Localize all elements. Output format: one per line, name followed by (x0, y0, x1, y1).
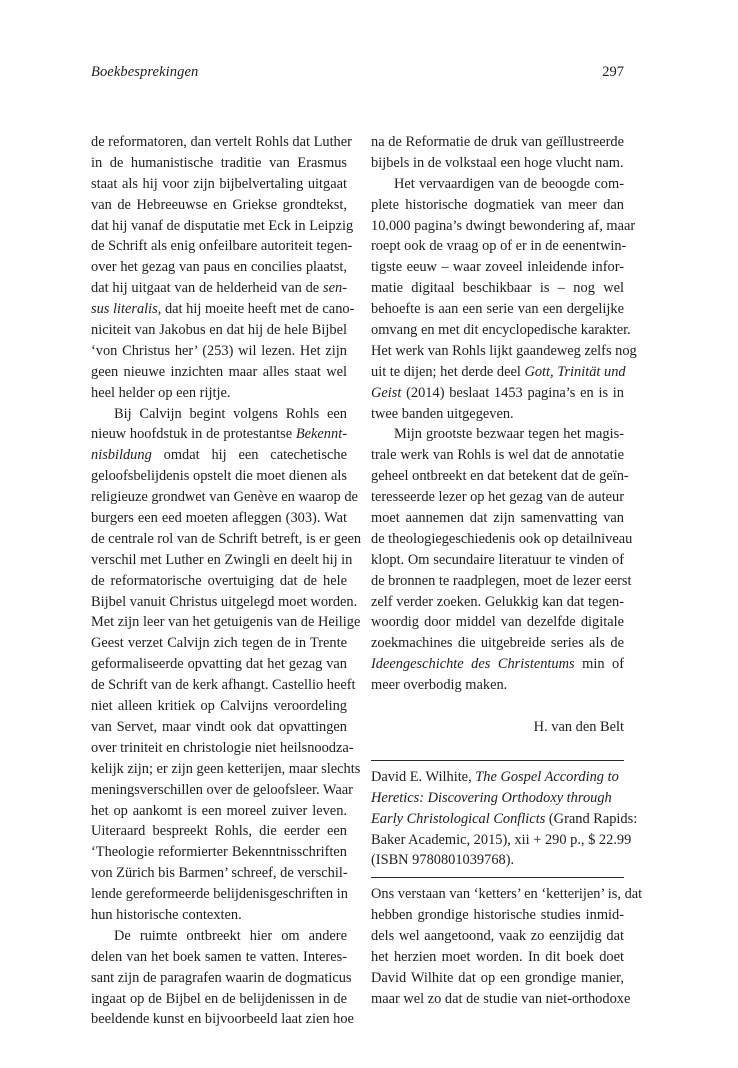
text-line: teresseerde lezer op het gezag van de auteur (371, 489, 624, 506)
italic-text: Early Christological Conflicts (371, 810, 546, 827)
text-line: de reformatorische overtuiging dat de hele (91, 572, 347, 589)
text-line: klopt. Om secundaire literatuur te vinden of (371, 551, 624, 568)
text-line: ingaat op de Bijbel en de belijdenissen in de (91, 990, 347, 1007)
text-line: geloofsbelijdenis opstelt die moet dienen als (91, 468, 347, 485)
text-line: delen van het boek samen te vatten. Interes- (91, 948, 347, 965)
text-line: woordig door middel van dezelfde digitale (371, 614, 624, 631)
text-line: De ruimte ontbreekt hier om andere (114, 927, 347, 944)
text-line: heel helder op een rijtje. (91, 384, 231, 401)
text-line: dat hij vanaf de disputatie met Eck in Leipzig (91, 217, 354, 234)
text-line: Het werk van Rohls lijkt gaandeweg zelfs nog (371, 342, 637, 359)
text-line: moet aannemen dat zijn samenvatting van (371, 510, 624, 527)
text-line: Het vervaardigen van de beoogde com- (394, 175, 624, 192)
italic-text: Bekennt- (295, 426, 347, 443)
text-line: niciteit van Jakobus en dat hij de hele Bijbel (91, 322, 347, 339)
text-run: omdat hij een catechetische (151, 447, 347, 464)
text-run: min of (574, 656, 624, 673)
text-line (91, 278, 347, 299)
running-header-title: Boekbesprekingen (91, 64, 199, 80)
text-line: kelijk zijn; er zijn geen ketterijen, maar slechts (91, 760, 361, 777)
text-run: uit te dijen; het derde deel (371, 363, 525, 380)
text-line: hun historische contexten. (91, 906, 242, 923)
text-line: behoefte is aan een serie van een dergelijke (371, 301, 624, 318)
text-run: Bij Calvijn begint volgens Rohls een (114, 405, 347, 422)
text-line: beeldende kunst en bijvoorbeeld laat zien hoe (91, 1011, 354, 1028)
text-line: Bijbel vanuit Christus uitgelegd moet worden. (91, 593, 358, 610)
italic-text: nisbildung (91, 447, 152, 464)
citation-line: Baker Academic, 2015), xii + 290 p., $ 22.99 (371, 831, 632, 848)
italic-text: sus literalis (91, 301, 158, 318)
text-line: het herzien moet worden. In dit boek doet (371, 948, 624, 965)
text-line: hebben grondige historische studies inmid- (371, 907, 624, 924)
text-line: Ons verstaan van ‘ketters’ en ‘ketterijen’ is, dat (371, 886, 643, 903)
italic-text: sen- (323, 280, 347, 297)
text-line: meningsverschillen over de geloofsleer. Waar (91, 781, 353, 798)
text-line: ‘Theologie reformierter Bekenntnisschriften (91, 844, 347, 861)
citation-line (371, 767, 624, 788)
text-line: David Wilhite dat op een grondige manier, (371, 969, 624, 986)
text-line (91, 404, 347, 425)
text-line: in de humanistische traditie van Erasmus (91, 154, 347, 171)
text-line: de theologiegeschiedenis ook op detailniveau (371, 530, 633, 547)
text-line (371, 654, 624, 675)
text-line: de Schrift als enig onfeilbare autoriteit tegen- (91, 238, 353, 255)
text-line: verschil met Luther en Zwingli en deelt hij in (91, 551, 353, 568)
text-line: Uiteraard bespreekt Rohls, die eerder een (91, 823, 347, 840)
text-line: meer overbodig maken. (371, 677, 508, 694)
text-line: na de Reformatie de druk van geïllustreerde (371, 134, 624, 150)
page-number: 297 (602, 64, 624, 80)
text-line: Geest verzet Calvijn zich tegen de in Trente (91, 635, 347, 652)
text-line: maar wel zo dat de studie van niet-orthodoxe (371, 990, 631, 1007)
text-line: van de Hebreeuwse en Griekse grondtekst, (91, 196, 347, 213)
text-run: nieuw hoofdstuk in de protestantse (91, 426, 296, 443)
text-line: geformaliseerde opvatting dat het gezag van (91, 656, 347, 673)
text-line: matie digitaal beschikbaar is – nog wel (371, 280, 624, 297)
text-line: geheel ontbreekt en dat betekent dat de geïn- (371, 468, 629, 485)
text-line: religieuze grondwet van Genève en waarop de (91, 489, 358, 506)
citation-line (371, 788, 624, 809)
text-line: tigste eeuw – waar zoveel inleidende infor- (371, 259, 624, 276)
text-line: zoekmachines die uitgebreide series als de (371, 635, 624, 652)
citation-line: (ISBN 9780801039768). (371, 852, 515, 869)
text-line: lende gereformeerde belijdenisgeschriften in (91, 886, 348, 903)
text-line: Mijn grootste bezwaar tegen het magis- (394, 426, 624, 443)
italic-text: Ideengeschichte des Christentums (371, 656, 575, 673)
reviewer-name: H. van den Belt (533, 718, 624, 735)
text-line: niet alleen kritiek op Calvijns veroordeling (91, 698, 347, 715)
citation-line (371, 809, 638, 830)
text-line: plete historische dogmatiek van meer dan (371, 196, 624, 213)
italic-text: Gott, Trinität und (524, 363, 626, 380)
text-line: sant zijn de paragrafen waarin de dogmaticus (91, 969, 352, 986)
text-line: trale werk van Rohls is wel dat de annotatie (371, 447, 624, 464)
text-line: staat als hij voor zijn bijbelvertaling uitgaat (91, 175, 347, 192)
text-run: David E. Wilhite, (371, 768, 476, 785)
next-review-body (371, 884, 643, 1009)
text-line: ‘von Christus her’ (253) wil lezen. Het zijn (91, 342, 347, 359)
text-line: zelf verder zoeken. Gelukkig kan dat tegen- (371, 593, 624, 610)
text-line: het op aankomt is een moreel zuiver leven. (91, 802, 347, 819)
text-line: over het gezag van paus en concilies plaatst, (91, 259, 347, 276)
text-line: bijbels in de volkstaal een hoge vlucht nam. (371, 154, 624, 171)
text-line: omvang en met dit encyclopedische karakter. (371, 322, 631, 339)
italic-text: Heretics: Discovering Orthodoxy through (371, 789, 612, 806)
italic-text: The Gospel According to (475, 768, 619, 785)
text-line: Met zijn leer van het getuigenis van de Heilige (91, 614, 361, 631)
text-line: roept ook de vraag op of er in de eenentwin- (371, 238, 627, 255)
text-line (371, 383, 624, 404)
text-line: 10.000 pagina’s dwingt bewondering af, maar (371, 217, 636, 234)
text-line: de bronnen te raadplegen, moet de lezer eerst (371, 572, 632, 589)
text-line: burgers een eed moeten afleggen (303). Wat (91, 510, 347, 527)
text-line: de Schrift van de kerk afhangt. Castellio heeft (91, 677, 356, 694)
text-run: dat hij uitgaat van de helderheid van de (91, 280, 324, 297)
text-line (371, 362, 624, 383)
text-line: von Zürich bis Barmen’ schreef, de verschil- (91, 865, 348, 882)
text-line: dels wel aangetoond, vaak zo eenzijdig dat (371, 928, 624, 945)
text-line: over triniteit en christologie niet heilsnoodza- (91, 739, 354, 756)
text-line (91, 445, 347, 466)
italic-text: Geist (371, 384, 402, 401)
text-line: van Servet, maar vindt ook dat opvattingen (91, 718, 347, 735)
text-line: de reformatoren, dan vertelt Rohls dat Luther (91, 134, 352, 150)
text-line: geen nieuwe inzichten maar alles staat wel (91, 363, 347, 380)
text-line: twee banden uitgegeven. (371, 405, 514, 422)
text-line (91, 424, 347, 445)
right-column (371, 132, 643, 1010)
text-run: , dat hij moeite heeft met de cano- (157, 301, 355, 318)
text-run: (Grand Rapids: (545, 810, 638, 827)
text-line (91, 299, 355, 320)
left-column (91, 132, 362, 1030)
text-run: (2014) beslaat 1453 pagina’s en is in (401, 384, 624, 401)
review-body-end (371, 132, 637, 696)
text-line: de centrale rol van de Schrift betreft, is er geen (91, 530, 362, 547)
book-citation (371, 767, 638, 871)
